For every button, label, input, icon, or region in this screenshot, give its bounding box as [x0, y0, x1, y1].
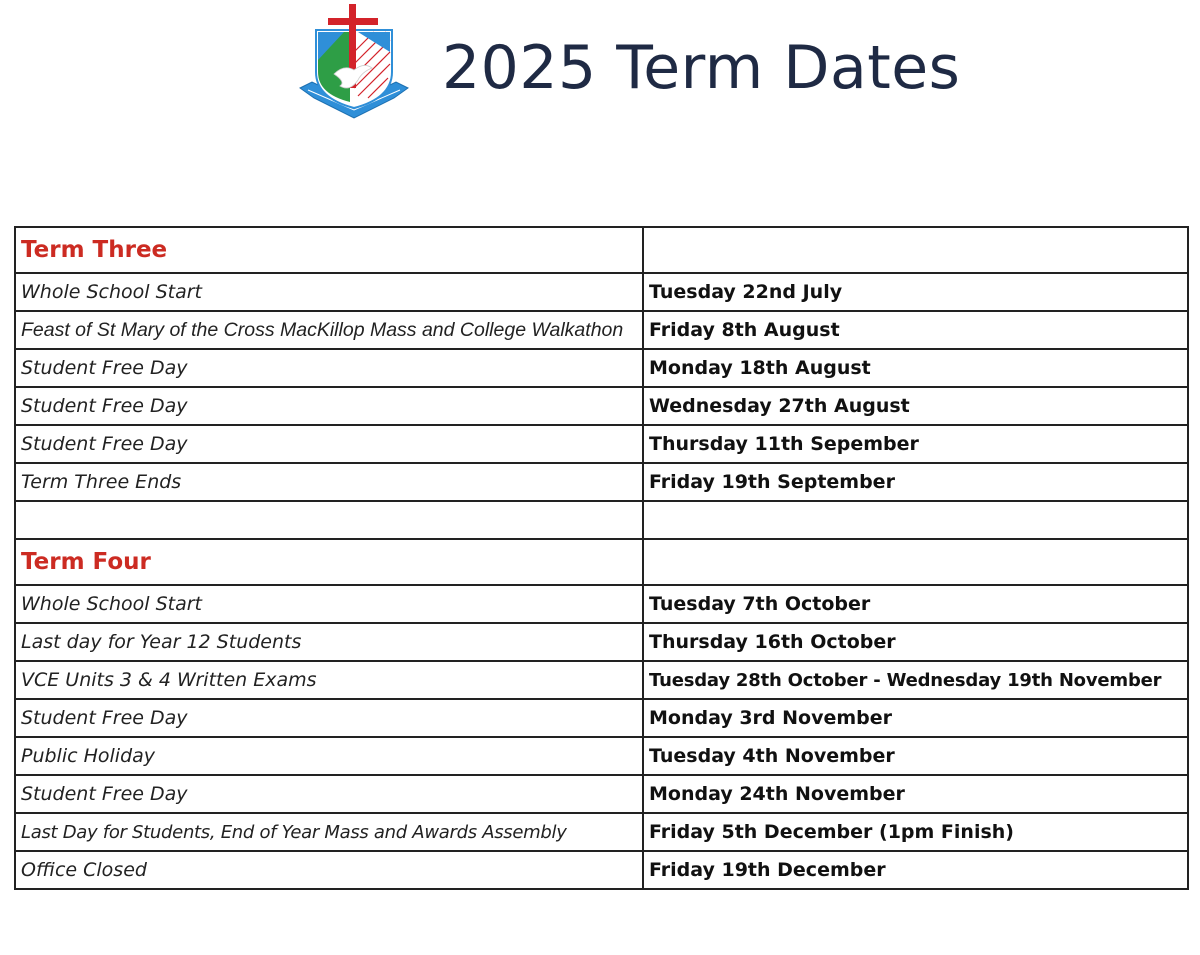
event-name: Student Free Day: [21, 707, 188, 729]
section-header-row: [15, 539, 1188, 585]
event-date: Thursday 16th October: [649, 631, 896, 653]
event-date: Monday 24th November: [649, 783, 905, 805]
event-name: Student Free Day: [21, 783, 188, 805]
table-row: [15, 585, 1188, 623]
empty-cell: [15, 501, 643, 539]
term-dates-table: [14, 226, 1189, 890]
event-date: Tuesday 22nd July: [649, 281, 843, 303]
table-row: [15, 737, 1188, 775]
table-row: [15, 463, 1188, 501]
event-date: Monday 18th August: [649, 357, 871, 379]
table-row: [15, 813, 1188, 851]
event-date: Tuesday 28th October - Wednesday 19th November: [649, 669, 1162, 691]
empty-cell: [643, 539, 1188, 585]
section-header-row: [15, 227, 1188, 273]
event-date: Tuesday 4th November: [649, 745, 895, 767]
event-name: Student Free Day: [21, 433, 188, 455]
table-row: [15, 851, 1188, 889]
table-row: [15, 273, 1188, 311]
event-date: Monday 3rd November: [649, 707, 893, 729]
event-name: Office Closed: [21, 859, 147, 881]
section-label: Term Four: [21, 549, 151, 575]
event-name: VCE Units 3 & 4 Written Exams: [21, 669, 317, 691]
table-row: [15, 775, 1188, 813]
event-name: Whole School Start: [21, 281, 202, 303]
table-row: [15, 425, 1188, 463]
event-date: Thursday 11th Sepember: [649, 433, 919, 455]
event-date: Friday 8th August: [649, 319, 840, 341]
event-name: Last day for Year 12 Students: [21, 631, 302, 653]
event-date: Friday 19th September: [649, 471, 895, 493]
event-date: Friday 5th December (1pm Finish): [649, 821, 1014, 843]
table-row: [15, 623, 1188, 661]
section-label: Term Three: [21, 237, 168, 263]
event-name: Whole School Start: [21, 593, 202, 615]
spacer-row: [15, 501, 1188, 539]
table-row: [15, 387, 1188, 425]
event-name: Last Day for Students, End of Year Mass and Awards Assembly: [21, 821, 567, 843]
event-name: Term Three Ends: [21, 471, 182, 493]
table-row: [15, 699, 1188, 737]
table-row: [15, 349, 1188, 387]
event-date: Tuesday 7th October: [649, 593, 871, 615]
school-crest-icon: [298, 2, 410, 122]
table-row: [15, 661, 1188, 699]
page-title: 2025 Term Dates: [442, 33, 961, 103]
event-date: Wednesday 27th August: [649, 395, 910, 417]
event-name: Student Free Day: [21, 357, 188, 379]
page-header: [0, 0, 1200, 130]
event-name: Public Holiday: [21, 745, 156, 767]
table-row: [15, 311, 1188, 349]
event-name: Student Free Day: [21, 395, 188, 417]
event-date: Friday 19th December: [649, 859, 886, 881]
empty-cell: [643, 227, 1188, 273]
event-name: Feast of St Mary of the Cross MacKillop Mass and College Walkathon: [21, 318, 624, 341]
empty-cell: [643, 501, 1188, 539]
